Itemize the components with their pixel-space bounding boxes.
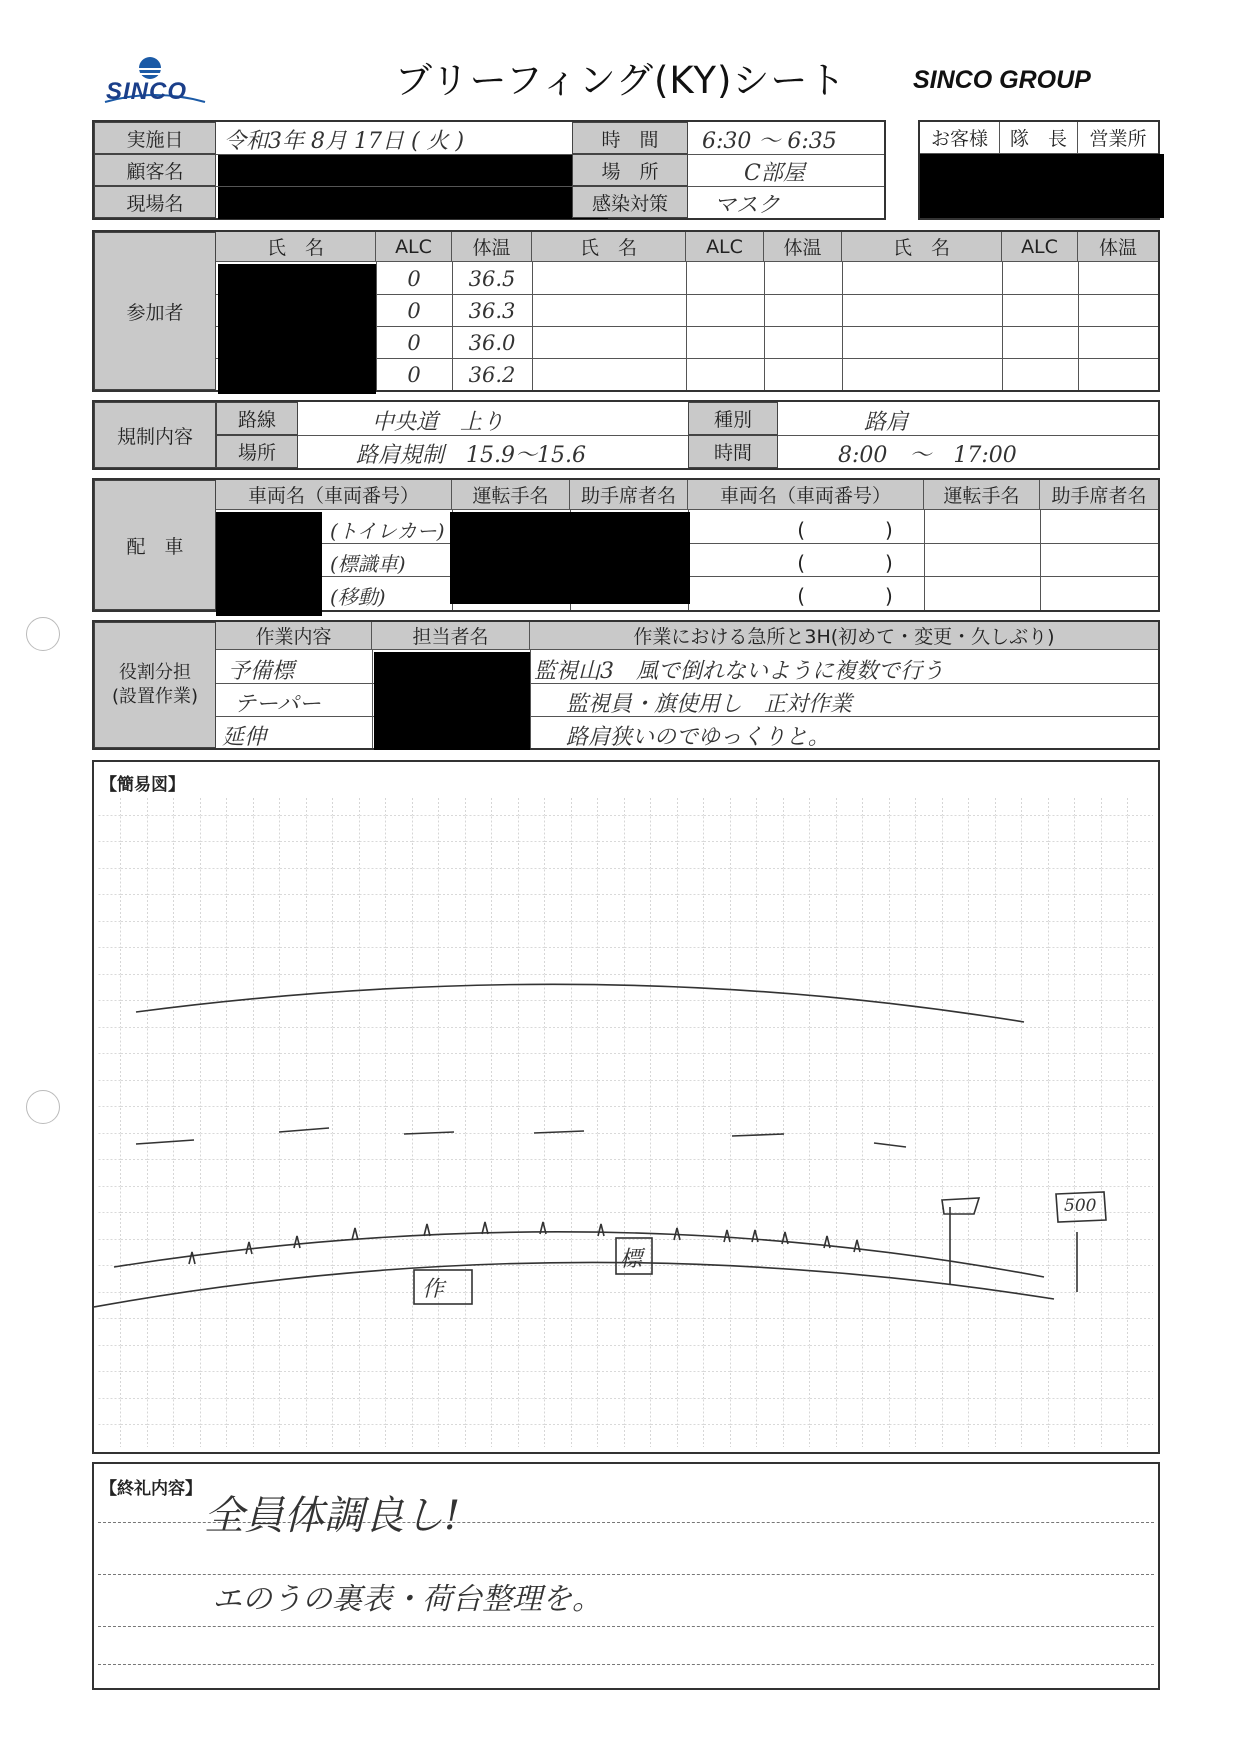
infection-label: 感染対策 [572, 186, 688, 218]
reg-place-label: 場所 [216, 435, 298, 468]
customer-redacted [218, 155, 608, 219]
type-label: 種別 [688, 402, 778, 435]
participant-names-redacted [218, 264, 376, 394]
role-1-task: 予備標 [228, 659, 295, 684]
vehicle-2-name: (標識車) [330, 552, 406, 576]
closing-label: 【終礼内容】 [100, 1479, 202, 1499]
participant-1-temp: 36.5 [468, 267, 516, 291]
participant-2-alc: 0 [407, 299, 421, 323]
diagram-sign-tag: 標 [620, 1247, 643, 1272]
roles-label-line2: (設置作業) [111, 686, 199, 707]
route-label: 路線 [216, 402, 298, 435]
dispatch-vehicle-redacted [216, 512, 322, 616]
diagram-label: 【簡易図】 [100, 775, 185, 795]
place-value: C部屋 [744, 161, 805, 186]
diagram-section [92, 760, 1160, 1454]
page-title: ブリーフィング(KY)シート [395, 59, 847, 102]
roles-header-row: 作業内容 担当者名 作業における急所と3H(初めて・変更・久しぶり) [216, 622, 1158, 650]
participant-3-alc: 0 [407, 331, 421, 355]
participant-1-alc: 0 [407, 267, 421, 291]
dispatch-label: 配 車 [94, 480, 216, 610]
closing-line-2: エのうの裏表・荷台整理を。 [212, 1582, 602, 1617]
role-1-point: 監視山3 風で倒れないように複数で行う [534, 659, 944, 684]
participants-label: 参加者 [94, 232, 216, 390]
infection-value: マスク [714, 193, 781, 218]
vehicle-3-name: (移動) [330, 585, 386, 609]
participant-4-alc: 0 [407, 363, 421, 387]
regulation-label: 規制内容 [94, 402, 216, 468]
time-value: 6:30 〜 6:35 [702, 129, 837, 154]
route-value: 中央道 上り [372, 410, 505, 435]
reg-place-value: 路肩規制 15.9〜15.6 [356, 443, 586, 468]
punch-hole-top [26, 617, 60, 651]
type-value: 路肩 [864, 410, 909, 435]
time-label: 時 間 [572, 122, 688, 154]
approval-office: 営業所 [1078, 122, 1158, 154]
site-label: 現場名 [94, 186, 216, 218]
vehicle-5-name: ( ) [797, 550, 893, 575]
sinco-group-logo: SINCO GROUP [913, 66, 1091, 94]
reg-time-value: 8:00 〜 17:00 [838, 443, 1017, 468]
sinco-logo [100, 52, 210, 112]
vehicle-1-name: (トイレカー) [330, 519, 445, 543]
role-3-point: 路肩狭いのでゆっくりと。 [566, 725, 830, 750]
approval-leader: 隊 長 [1000, 122, 1078, 154]
approval-redacted [920, 154, 1164, 218]
participant-2-temp: 36.3 [468, 299, 516, 323]
dispatch-driver-redacted [450, 512, 690, 604]
dispatch-header-row: 車両名（車両番号） 運転手名 助手席者名 車両名（車両番号） 運転手名 助手席者名 [216, 480, 1158, 510]
vehicle-6-name: ( ) [797, 583, 893, 608]
participant-3-temp: 36.0 [468, 331, 516, 355]
date-value: 令和3年 8月 17日 ( 火 ) [224, 129, 465, 154]
closing-section [92, 1462, 1160, 1690]
place-label: 場 所 [572, 154, 688, 186]
role-3-task: 延伸 [222, 725, 267, 750]
date-label: 実施日 [94, 122, 216, 154]
participant-4-temp: 36.2 [468, 363, 516, 387]
diagram-work-tag: 作 [422, 1277, 445, 1302]
reg-time-label: 時間 [688, 435, 778, 468]
customer-label: 顧客名 [94, 154, 216, 186]
vehicle-4-name: ( ) [797, 517, 893, 542]
roles-label-line1: 役割分担 [119, 662, 191, 683]
closing-line-1: 全員体調良し! [204, 1493, 461, 1539]
roles-label [94, 622, 216, 748]
role-2-point: 監視員・旗使用し 正対作業 [566, 692, 853, 717]
diagram-canvas [94, 762, 1157, 1451]
participants-header-row: 氏 名 ALC 体温 氏 名 ALC 体温 氏 名 ALC 体温 [216, 232, 1158, 262]
punch-hole-bottom [26, 1090, 60, 1124]
sinco-logo-text: SINCO [106, 78, 188, 105]
roles-assignee-redacted [374, 652, 530, 750]
role-2-task: テーパー [234, 692, 321, 717]
approval-customer: お客様 [920, 122, 1000, 154]
diagram-500-sign: 500 [1064, 1196, 1097, 1216]
